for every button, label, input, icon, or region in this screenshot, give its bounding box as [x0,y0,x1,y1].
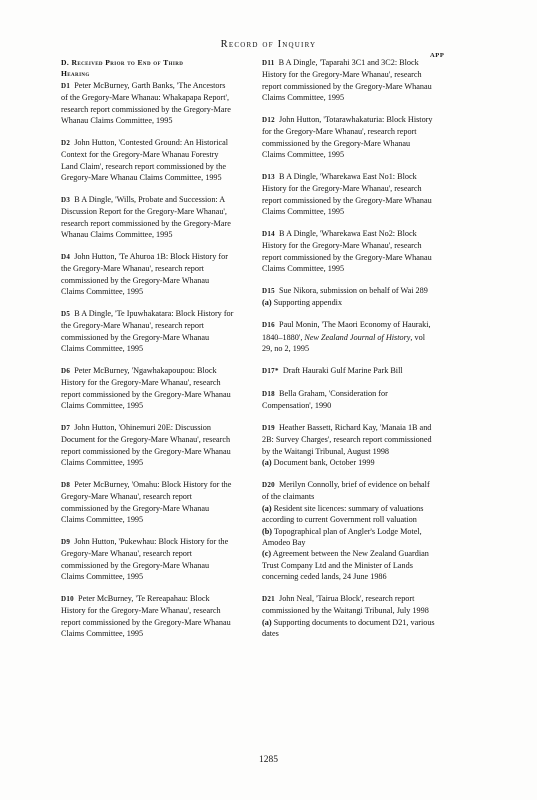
left-column [61,57,234,650]
entry-text: John Hutton, 'Contested Ground: An Historical Context for the Gregory-Mare Whanau Forestry Land Claim', research report commissioned by the Gregory-Mare Whanau Claims Committee, 1995 [61,137,229,183]
entry-code: D1 [61,81,71,90]
entry-code: D21 [262,594,275,603]
entry-text: Merilyn Connolly, brief of evidence on behalf of the claimants [262,479,430,502]
entry-code: D7 [61,423,71,432]
sub-item [262,457,435,468]
entry-code: D16 [262,321,275,330]
entry-text: B A Dingle, 'Wills, Probate and Succession: A Discussion Report for the Gregory-Mare Whanau', research report commissioned by the Gregory-Mare Whanau Claims Committee, 1995 [61,194,231,240]
sub-item-text: Document bank, October 1999 [273,458,375,468]
entry-code: D3 [61,195,71,204]
entry-d13 [262,171,435,218]
entry-code: D8 [61,480,71,489]
entry-text: Bella Graham, 'Consideration for Compensation', 1990 [262,388,388,411]
entry-d3 [61,194,234,241]
entry-code: D11 [262,59,275,67]
entry-d15 [262,285,435,309]
entry-text: B A Dingle, 'Wharekawa East No1: Block History for the Gregory-Mare Whanau', research report commissioned by the Gregory-Mare Whanau Claims Committee, 1995 [262,172,432,217]
sub-item [262,503,435,526]
sub-item-label: (a) [262,617,272,627]
entry-text-tail: , vol 29, no 2, 1995 [262,332,425,354]
entry-text: Draft Hauraki Gulf Marine Park Bill [282,365,403,375]
section-heading-line1: D. Received Prior to End of Third [61,58,184,67]
entry-code: D19 [262,423,275,432]
entry-d14 [262,228,435,275]
entry-d19 [262,422,435,469]
sub-item-label: (a) [262,503,272,513]
entry-text: Sue Nikora, submission on behalf of Wai 289 [279,286,428,296]
sub-item [262,297,435,308]
entry-d4 [61,251,234,298]
journal-title: New Zealand Journal of History [304,332,411,342]
entry-d2 [61,137,234,184]
entry-d9 [61,536,234,583]
right-column [262,57,435,650]
sub-item-text: Supporting appendix [273,298,343,308]
entry-d1 [61,80,234,127]
page-number: 1285 [259,755,278,765]
entry-code: D15 [262,287,275,296]
entry-d5 [61,308,234,355]
sub-item [262,548,435,582]
entry-code: D5 [61,309,71,318]
entry-text: B A Dingle, 'Taparahi 3C1 and 3C2: Block History for the Gregory-Mare Whanau', research report commissioned by the Gregory-Mare Whanau Claims Committee, 1995 [262,58,432,103]
entry-code: D17* [262,366,279,375]
entry-d17 [262,365,435,377]
entry-text: Peter McBurney, Garth Banks, 'The Ancestors of the Gregory-Mare Whanau: Whakapapa Report', research report commissioned by the Gregory-Mare Whanau Claims Committee, 1995 [61,80,231,126]
sub-item-label: (b) [262,526,273,536]
entry-d12 [262,114,435,161]
entry-text: Peter McBurney, 'Omahu: Block History for the Gregory-Mare Whanau', research report commissioned by the Gregory-Mare Whanau Claims Committee, 1995 [61,479,232,525]
entry-d18 [262,388,435,412]
entry-text: John Hutton, 'Pukewhau: Block History for the Gregory-Mare Whanau', research report commissioned by the Gregory-Mare Whanau Claims Committee, 1995 [61,536,229,582]
running-head: Record of Inquiry [220,39,317,50]
appendix-tag: APP [430,52,445,59]
entry-text: B A Dingle, 'Wharekawa East No2: Block History for the Gregory-Mare Whanau', research report commissioned by the Gregory-Mare Whanau Claims Committee, 1995 [262,229,432,274]
section-heading-line2: Hearing [61,69,90,79]
entry-code: D6 [61,366,71,375]
entry-d21 [262,593,435,640]
entry-text: Peter McBurney, 'Te Rereapahau: Block History for the Gregory-Mare Whanau', research report commissioned by the Gregory-Mare Whanau Claims Committee, 1995 [61,593,231,639]
entry-d11 [262,57,435,104]
entry-text: John Hutton, 'Te Ahuroa 1B: Block History for the Gregory-Mare Whanau', research report commissioned by the Gregory-Mare Whanau Claims Committee, 1995 [61,251,228,297]
entry-text: John Hutton, 'Ohinemuri 20E: Discussion Document for the Gregory-Mare Whanau', research report commissioned by the Gregory-Mare Whanau Claims Committee, 1995 [61,422,231,468]
entry-code: D2 [61,138,71,147]
entry-d16 [262,319,435,354]
entry-d10 [61,593,234,640]
entry-code: D20 [262,480,275,489]
entry-code: D12 [262,116,275,125]
entry-code: D9 [61,537,71,546]
entry-code: D13 [262,173,275,182]
sub-item-text: Supporting documents to document D21, various dates [262,617,435,639]
entry-text: B A Dingle, 'Te Ipuwhakatara: Block History for the Gregory-Mare Whanau', research report commissioned by the Gregory-Mare Whanau Claims Committee, 1995 [61,308,234,354]
sub-item-label: (c) [262,549,272,559]
entry-text: John Neal, 'Tairua Block', research report commissioned by the Waitangi Tribunal, July 1998 [262,593,429,616]
sub-item-text: Resident site licences: summary of valuations according to current Government roll valuation [262,503,424,525]
entry-code: D10 [61,594,74,603]
entry-d6 [61,365,234,412]
entry-text: Heather Bassett, Richard Kay, 'Manaia 1B and 2B: Survey Charges', research report commissioned by the Waitangi Tribunal, August 1998 [262,422,432,456]
entry-text: John Hutton, 'Totarawhakaturia: Block History for the Gregory-Mare Whanau', research report commissioned by the Gregory-Mare Whanau Claims Committee, 1995 [262,115,433,160]
section-heading [61,57,234,80]
entry-code: D4 [61,252,71,261]
sub-item [262,526,435,549]
entry-text: Peter McBurney, 'Ngawhakapoupou: Block History for the Gregory-Mare Whanau', research report commissioned by the Gregory-Mare Whanau Claims Committee, 1995 [61,365,231,411]
sub-item-text: Agreement between the New Zealand Guardian Trust Company Ltd and the Minister of Lands concerning ceded lands, 24 June 1986 [262,549,429,582]
entry-text: Paul Monin, 'The Maori Economy of Hauraki, 1840–1880', [262,320,431,342]
sub-item [262,617,435,640]
entry-d20 [262,479,435,583]
entry-d7 [61,422,234,469]
sub-item-label: (a) [262,458,272,468]
sub-item-label: (a) [262,298,272,308]
entry-code: D14 [262,230,275,239]
sub-item-text: Topographical plan of Angler's Lodge Motel, Amodeo Bay [262,526,422,547]
entry-code: D18 [262,389,275,398]
entry-d8 [61,479,234,526]
